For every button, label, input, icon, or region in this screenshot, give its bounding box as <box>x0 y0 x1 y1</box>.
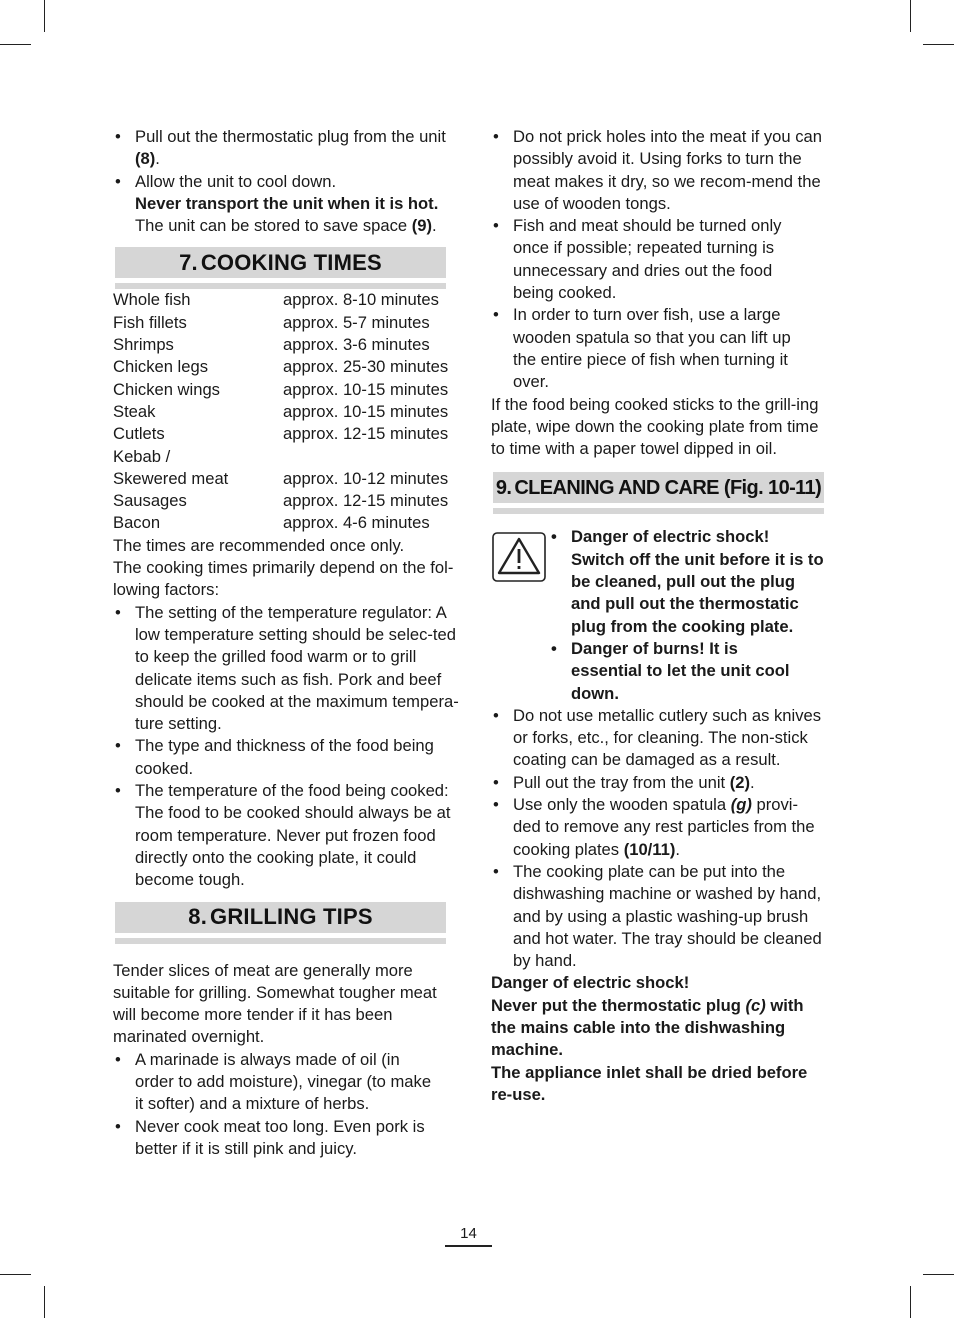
list-item: • Danger of burns! It is essential to let the unit cool down. <box>549 638 801 705</box>
cook-time: approx. 5-7 minutes <box>283 312 430 332</box>
warning-block <box>491 526 827 704</box>
grilling-intro: Tender slices of meat are generally more suitable for grilling. Somewhat tougher meat will become more tender if it has been marinated overnight. <box>113 960 437 1047</box>
list-item: • Do not use metallic cutlery such as knives or forks, etc., for cleaning. The non-stick coating can be damaged as a result. <box>491 705 823 772</box>
list-item: • Fish and meat should be turned only once if possible; repeated turning is unnecessary and dries out the food being cooked. <box>491 215 803 304</box>
heading-rule <box>115 938 446 944</box>
cleaning-bullets <box>491 705 827 973</box>
final-warning: The appliance inlet shall be dried before re-use. <box>491 1062 808 1104</box>
heading-band: 8. GRILLING TIPS <box>115 902 446 933</box>
intro-bullets <box>113 126 473 237</box>
times-note: The cooking times primarily depend on the fol-lowing factors: <box>113 558 454 600</box>
food-name: Skewered meat <box>113 468 229 488</box>
list-item: • Pull out the tray from the unit (2). <box>491 772 827 794</box>
food-name: Steak <box>113 401 156 421</box>
list-item: • Danger of electric shock! Switch off the unit before it is to be cleaned, pull out the plug and pull out the thermostatic plug from the cooking plate. <box>549 526 827 637</box>
section-heading-grilling-tips <box>113 902 446 948</box>
crop-mark <box>923 44 954 45</box>
cook-time: approx. 12-15 minutes <box>283 424 449 444</box>
food-name: Chicken wings <box>113 379 220 399</box>
factors-list <box>113 602 473 892</box>
right-column <box>491 126 827 1106</box>
heading-rule <box>493 508 824 514</box>
final-warning: Danger of electric shock! <box>491 973 690 993</box>
final-warning: Never put the thermostatic plug (c) with the mains cable into the dishwashing machine. <box>491 995 804 1060</box>
list-item: • Never cook meat too long. Even pork is better if it is still pink and juicy. <box>113 1116 443 1161</box>
crop-mark <box>910 1286 911 1318</box>
page-number: 14 <box>460 1225 477 1242</box>
list-item: • Use only the wooden spatula (g) provi-ded to remove any rest particles from the cooking plates (10/11). <box>491 794 823 861</box>
tips-paragraph: If the food being cooked sticks to the grill-ing plate, wipe down the cooking plate from time to time with a paper towel dipped in oil. <box>491 394 819 459</box>
cook-time <box>283 446 473 468</box>
section-heading-cooking-times <box>113 247 446 293</box>
list-item: • Allow the unit to cool down. Never transport the unit when it is hot. The unit can be stored to save space (9). <box>113 171 473 238</box>
food-name: Bacon <box>113 513 161 533</box>
crop-mark <box>0 44 31 45</box>
list-item: • Pull out the thermostatic plug from the unit (8). <box>113 126 473 171</box>
heading-band: 7. COOKING TIMES <box>115 247 446 278</box>
food-name: Shrimps <box>113 335 174 355</box>
heading-rule <box>115 283 446 289</box>
cook-time: approx. 4-6 minutes <box>283 513 430 533</box>
tips-bullets <box>491 126 827 394</box>
list-item: • A marinade is always made of oil (in order to add moisture), vinegar (to make it softer) and a mixture of herbs. <box>113 1049 443 1116</box>
food-name: Sausages <box>113 491 187 511</box>
crop-mark <box>44 0 45 32</box>
left-column <box>113 126 473 1160</box>
grilling-bullets <box>113 1049 443 1160</box>
warning-triangle-icon <box>492 532 546 582</box>
food-name: Chicken legs <box>113 357 209 377</box>
cook-time: approx. 10-15 minutes <box>283 379 449 399</box>
food-name: Fish fillets <box>113 312 187 332</box>
food-name: Cutlets <box>113 424 165 444</box>
cook-time: approx. 8-10 minutes <box>283 290 439 310</box>
list-item: • In order to turn over fish, use a large wooden spatula so that you can lift up the entire piece of fish when turning it over. <box>491 304 813 393</box>
food-name: Whole fish <box>113 290 191 310</box>
section-heading-cleaning <box>491 472 824 518</box>
crop-mark <box>0 1274 31 1275</box>
food-name: Kebab / <box>113 446 171 466</box>
cook-time: approx. 10-15 minutes <box>283 401 449 421</box>
list-item: • The setting of the temperature regulator: A low temperature setting should be selec-ted to keep the grilled food warm or to grill delicate items such as fish. Pork and beef should be cooked at the maximum tempera-ture setting. <box>113 602 473 736</box>
list-item: • Do not prick holes into the meat if you can possibly avoid it. Using forks to turn the meat makes it dry, so we recom-mend the use of wooden tongs. <box>491 126 827 215</box>
cooking-times-table <box>113 289 473 534</box>
cook-time: approx. 3-6 minutes <box>283 335 430 355</box>
crop-mark <box>910 0 911 32</box>
list-item: • The temperature of the food being cooked: The food to be cooked should always be at room temperature. Never put frozen food directly onto the cooking plate, it could become tough. <box>113 780 473 891</box>
list-item: • The type and thickness of the food being cooked. <box>113 735 455 780</box>
cook-time: approx. 12-15 minutes <box>283 491 449 511</box>
list-item: • The cooking plate can be put into the dishwashing machine or washed by hand, and by using a plastic washing-up brush and hot water. The tray should be cleaned by hand. <box>491 861 827 972</box>
heading-band: 9. CLEANING AND CARE (Fig. 10-11) <box>493 472 824 503</box>
cook-time: approx. 25-30 minutes <box>283 357 449 377</box>
crop-mark <box>44 1286 45 1318</box>
cook-time: approx. 10-12 minutes <box>283 468 449 488</box>
warning-list <box>549 526 827 704</box>
crop-mark <box>923 1274 954 1275</box>
times-note: The times are recommended once only. <box>113 535 405 555</box>
page-number-rule <box>445 1245 492 1247</box>
